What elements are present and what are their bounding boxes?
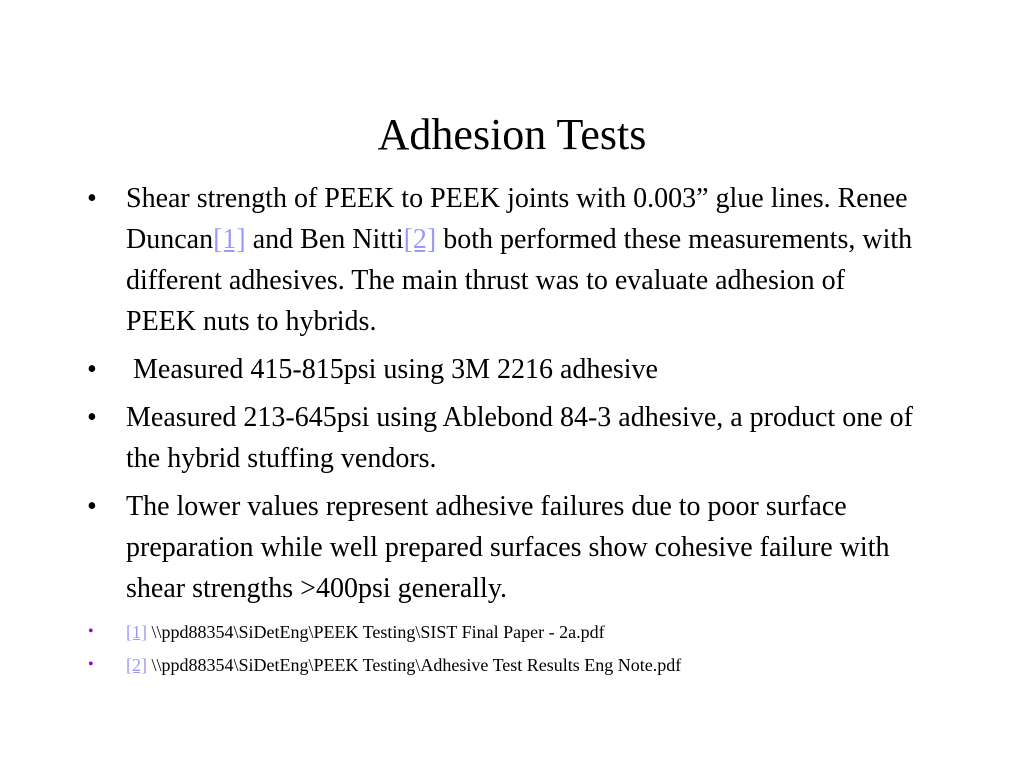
bullet-item [84,397,914,479]
bullet-marker: • [87,491,97,522]
slide-title: Adhesion Tests [377,110,647,159]
bullet-marker: • [87,183,97,214]
reference-anchor-2[interactable]: [2] [126,655,147,675]
bullet-text: Measured 213-645psi using Ablebond 84-3 adhesive, a product one of the hybrid stuffing vendors. [126,402,913,474]
reference-path: \\ppd88354\SiDetEng\PEEK Testing\SIST Final Paper - 2a.pdf [147,622,605,642]
reference-path: \\ppd88354\SiDetEng\PEEK Testing\Adhesive Test Results Eng Note.pdf [147,655,682,675]
footnote-link-1[interactable]: [1] [213,224,246,255]
bullet-item [84,349,914,390]
reference-item [84,650,944,680]
bullet-item [84,486,914,609]
reference-item [84,617,944,647]
bullet-text: and Ben Nitti [245,224,404,255]
bullet-text: The lower values represent adhesive failures due to poor surface preparation while well prepared surfaces show cohesive failure with shear strengths >400psi generally. [126,491,890,604]
bullet-text: Shear strength of PEEK to PEEK joints with 0.003” glue lines. Renee Duncan [126,183,908,255]
bullet-text: Measured 415-815psi using 3M 2216 adhesive [126,354,658,385]
reference-list [84,617,944,683]
bullet-text: both performed these measurements, with different adhesives. The main thrust was to evaluate adhesion of PEEK nuts to hybrids. [126,224,913,337]
bullet-item [84,178,914,342]
reference-marker: • [88,656,94,673]
bullet-marker: • [87,354,97,385]
reference-marker: • [88,623,94,640]
bullet-marker: • [87,402,97,433]
reference-anchor-1[interactable]: [1] [126,622,147,642]
footnote-link-2[interactable]: [2] [403,224,437,255]
bullet-list [84,178,914,616]
